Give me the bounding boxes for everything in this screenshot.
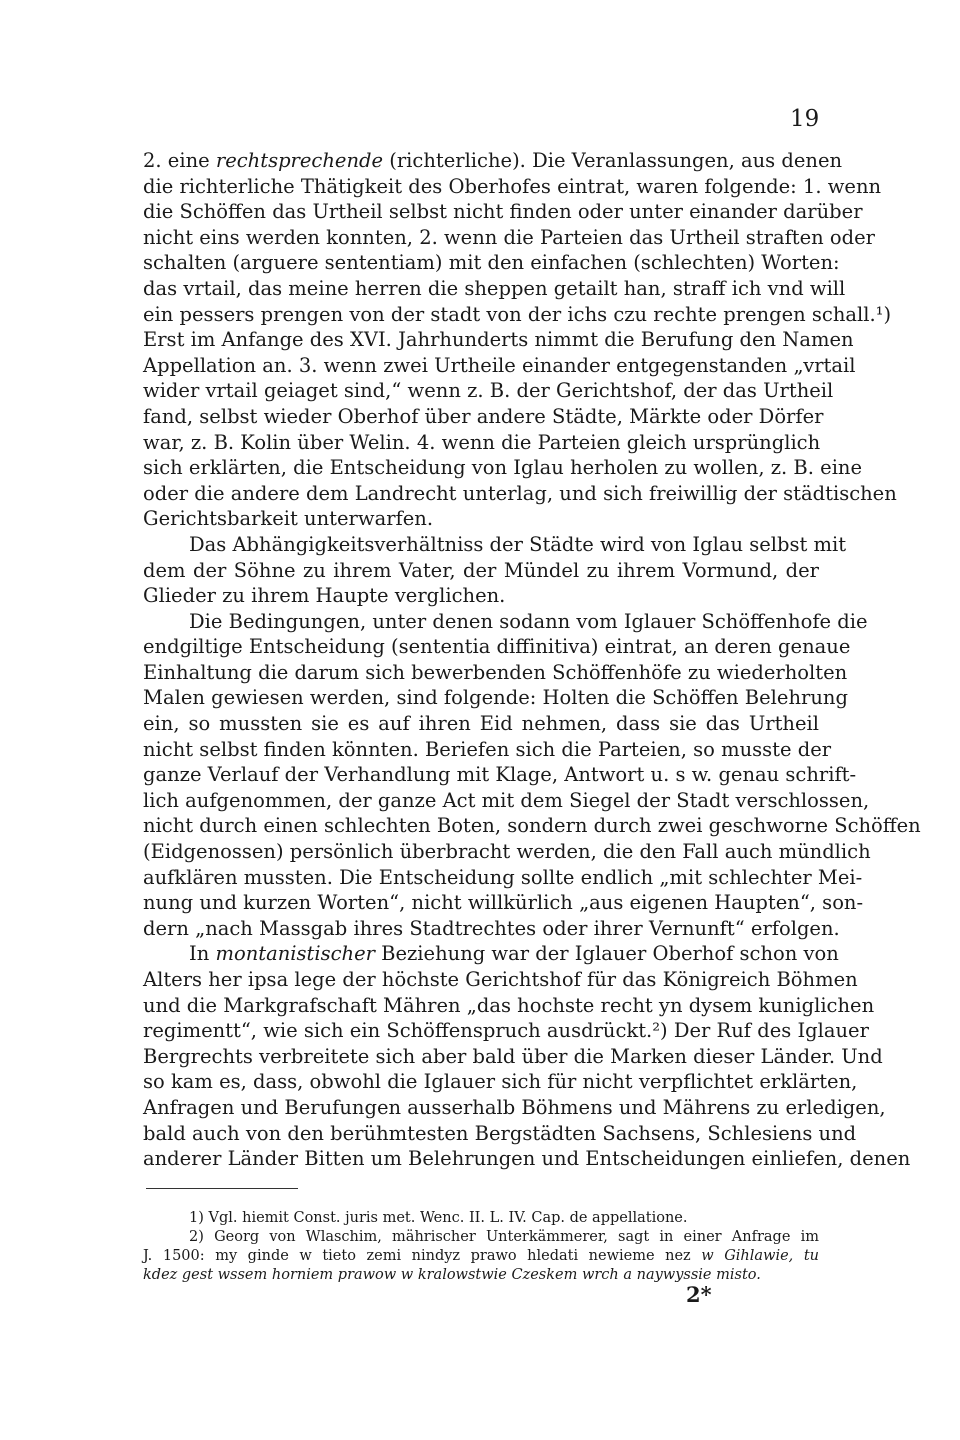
text-line-italic: montanistischer [215,942,375,966]
text-line: endgiltige Entscheidung (sententia diffinitiva) eintrat, an deren genaue [143,635,851,659]
text-line: das vrtail, das meine herren die sheppen getailt han, straff ich vnd will [143,276,846,300]
text-line: regimentt“, wie sich ein Schöffenspruch ausdrückt.²) Der Ruf des Iglauer [143,1019,869,1043]
footnote-line-italic: w Gihlawie, tu [701,1248,819,1264]
text-line-segment: In [189,942,216,966]
footnote-line-segment: J. 1500: my ginde w tieto zemi nindyz prawo hledati newieme nez [143,1248,702,1264]
text-line: dern „nach Massgab ihres Stadtrechtes oder ihrer Vernunft“ erfolgen. [143,916,840,940]
text-line: ganze Verlauf der Verhandlung mit Klage, Antwort u. s w. genau schrift- [143,763,857,787]
text-line: ein pessers prengen von der stadt von der ichs czu rechte prengen schall.¹) [143,302,892,326]
footnote-line: 2) Georg von Wlaschim, mährischer Unterkämmerer, sagt in einer Anfrage im [189,1229,819,1245]
text-line: aufklären mussten. Die Entscheidung sollte endlich „mit schlechter Mei- [143,865,863,889]
text-line: (Eidgenossen) persönlich überbracht werden, die den Fall auch mündlich [143,840,871,864]
text-line: dem der Söhne zu ihrem Vater, der Mündel zu ihrem Vormund, der [143,558,819,582]
text-line: Gerichtsbarkeit unterwarfen. [143,507,434,531]
text-line [143,941,839,967]
text-line: nung und kurzen Worten“, nicht willkürlich „aus eigenen Haupten“, son- [143,891,864,915]
footnote-line-italic: kdez gest wssem horniem prawow w kralowstwie Czeskem wrch a naywyssie misto. [143,1267,761,1283]
text-line: bald auch von den berühmtesten Bergstädten Sachsens, Schlesiens und [143,1121,857,1145]
text-line: wider vrtail geiaget sind,“ wenn z. B. der Gerichtshof, der das Urtheil [143,379,834,403]
page-number: 19 [790,106,820,132]
text-line-italic: rechtsprechende [215,149,384,172]
footnote-separator [146,1188,298,1189]
footnotes [143,1209,819,1285]
text-line: ein, so mussten sie es auf ihren Eid nehmen, dass sie das Urtheil [143,712,819,736]
text-line: Die Bedingungen, unter denen sodann vom Iglauer Schöffenhofe die [189,609,868,633]
text-line: Bergrechts verbreitete sich aber bald über die Marken dieser Länder. Und [143,1044,883,1068]
footnote-line [143,1247,819,1266]
text-line: Appellation an. 3. wenn zwei Urtheile einander entgegenstanden „vrtail [143,353,856,377]
text-line-segment: Beziehung war der Iglauer Oberhof schon von [374,942,839,966]
footnote-line [143,1266,819,1285]
text-line: oder die andere dem Landrecht unterlag, und sich freiwillig der städtischen [143,481,897,505]
text-line: fand, selbst wieder Oberhof über andere Städte, Märkte oder Dörfer [143,404,824,428]
text-line: so kam es, dass, obwohl die Iglauer sich für nicht verpflichtet erklärten, [143,1070,858,1094]
text-line-segment: (richterliche). Die Veranlassungen, aus denen [383,149,843,172]
text-line: Das Abhängigkeitsverhältniss der Städte wird von Iglau selbst mit [189,532,847,556]
text-line: Erst im Anfange des XVI. Jahrhunderts nimmt die Berufung den Namen [143,328,854,352]
text-line: die Schöffen das Urtheil selbst nicht finden oder unter einander darüber [143,200,863,224]
text-line: nicht durch einen schlechten Boten, sondern durch zwei geschworne Schöffen [143,814,921,838]
text-line: Alters her ipsa lege der höchste Gerichtshof für das Königreich Böhmen [143,968,858,991]
text-line: und die Markgrafschaft Mähren „das hochste recht yn dysem kuniglichen [143,993,875,1017]
text-line: die richterliche Thätigkeit des Oberhofes eintrat, waren folgende: 1. wenn [143,174,882,198]
text-line: Einhaltung die darum sich bewerbenden Schöffenhöfe zu wiederholten [143,660,848,684]
text-line: anderer Länder Bitten um Belehrungen und Entscheidungen einliefen, denen [143,1147,911,1171]
text-line: Glieder zu ihrem Haupte verglichen. [143,584,506,608]
text-line: Malen gewiesen werden, sind folgende: Holten die Schöffen Belehrung [143,686,848,710]
body-text [143,148,921,1172]
signature-mark: 2* [686,1282,712,1307]
text-line: schalten (arguere sententiam) mit den einfachen (schlechten) Worten: [143,251,840,275]
text-line: lich aufgenommen, der ganze Act mit dem Siegel der Stadt verschlossen, [143,788,870,812]
footnote-line: 1) Vgl. hiemit Const. juris met. Wenc. II. L. IV. Cap. de appellatione. [189,1210,688,1226]
text-line: war, z. B. Kolin über Welin. 4. wenn die Parteien gleich ursprünglich [143,430,821,454]
text-line: sich erklärten, die Entscheidung von Iglau herholen zu wollen, z. B. eine [143,456,863,480]
text-line [143,148,843,174]
text-line: Anfragen und Berufungen ausserhalb Böhmens und Mährens zu erledigen, [143,1095,886,1119]
text-line-segment: 2. eine [143,149,216,172]
text-line: nicht selbst finden könnten. Beriefen sich die Parteien, so musste der [143,737,832,761]
text-line: nicht eins werden konnten, 2. wenn die Parteien das Urtheil straften oder [143,225,876,249]
